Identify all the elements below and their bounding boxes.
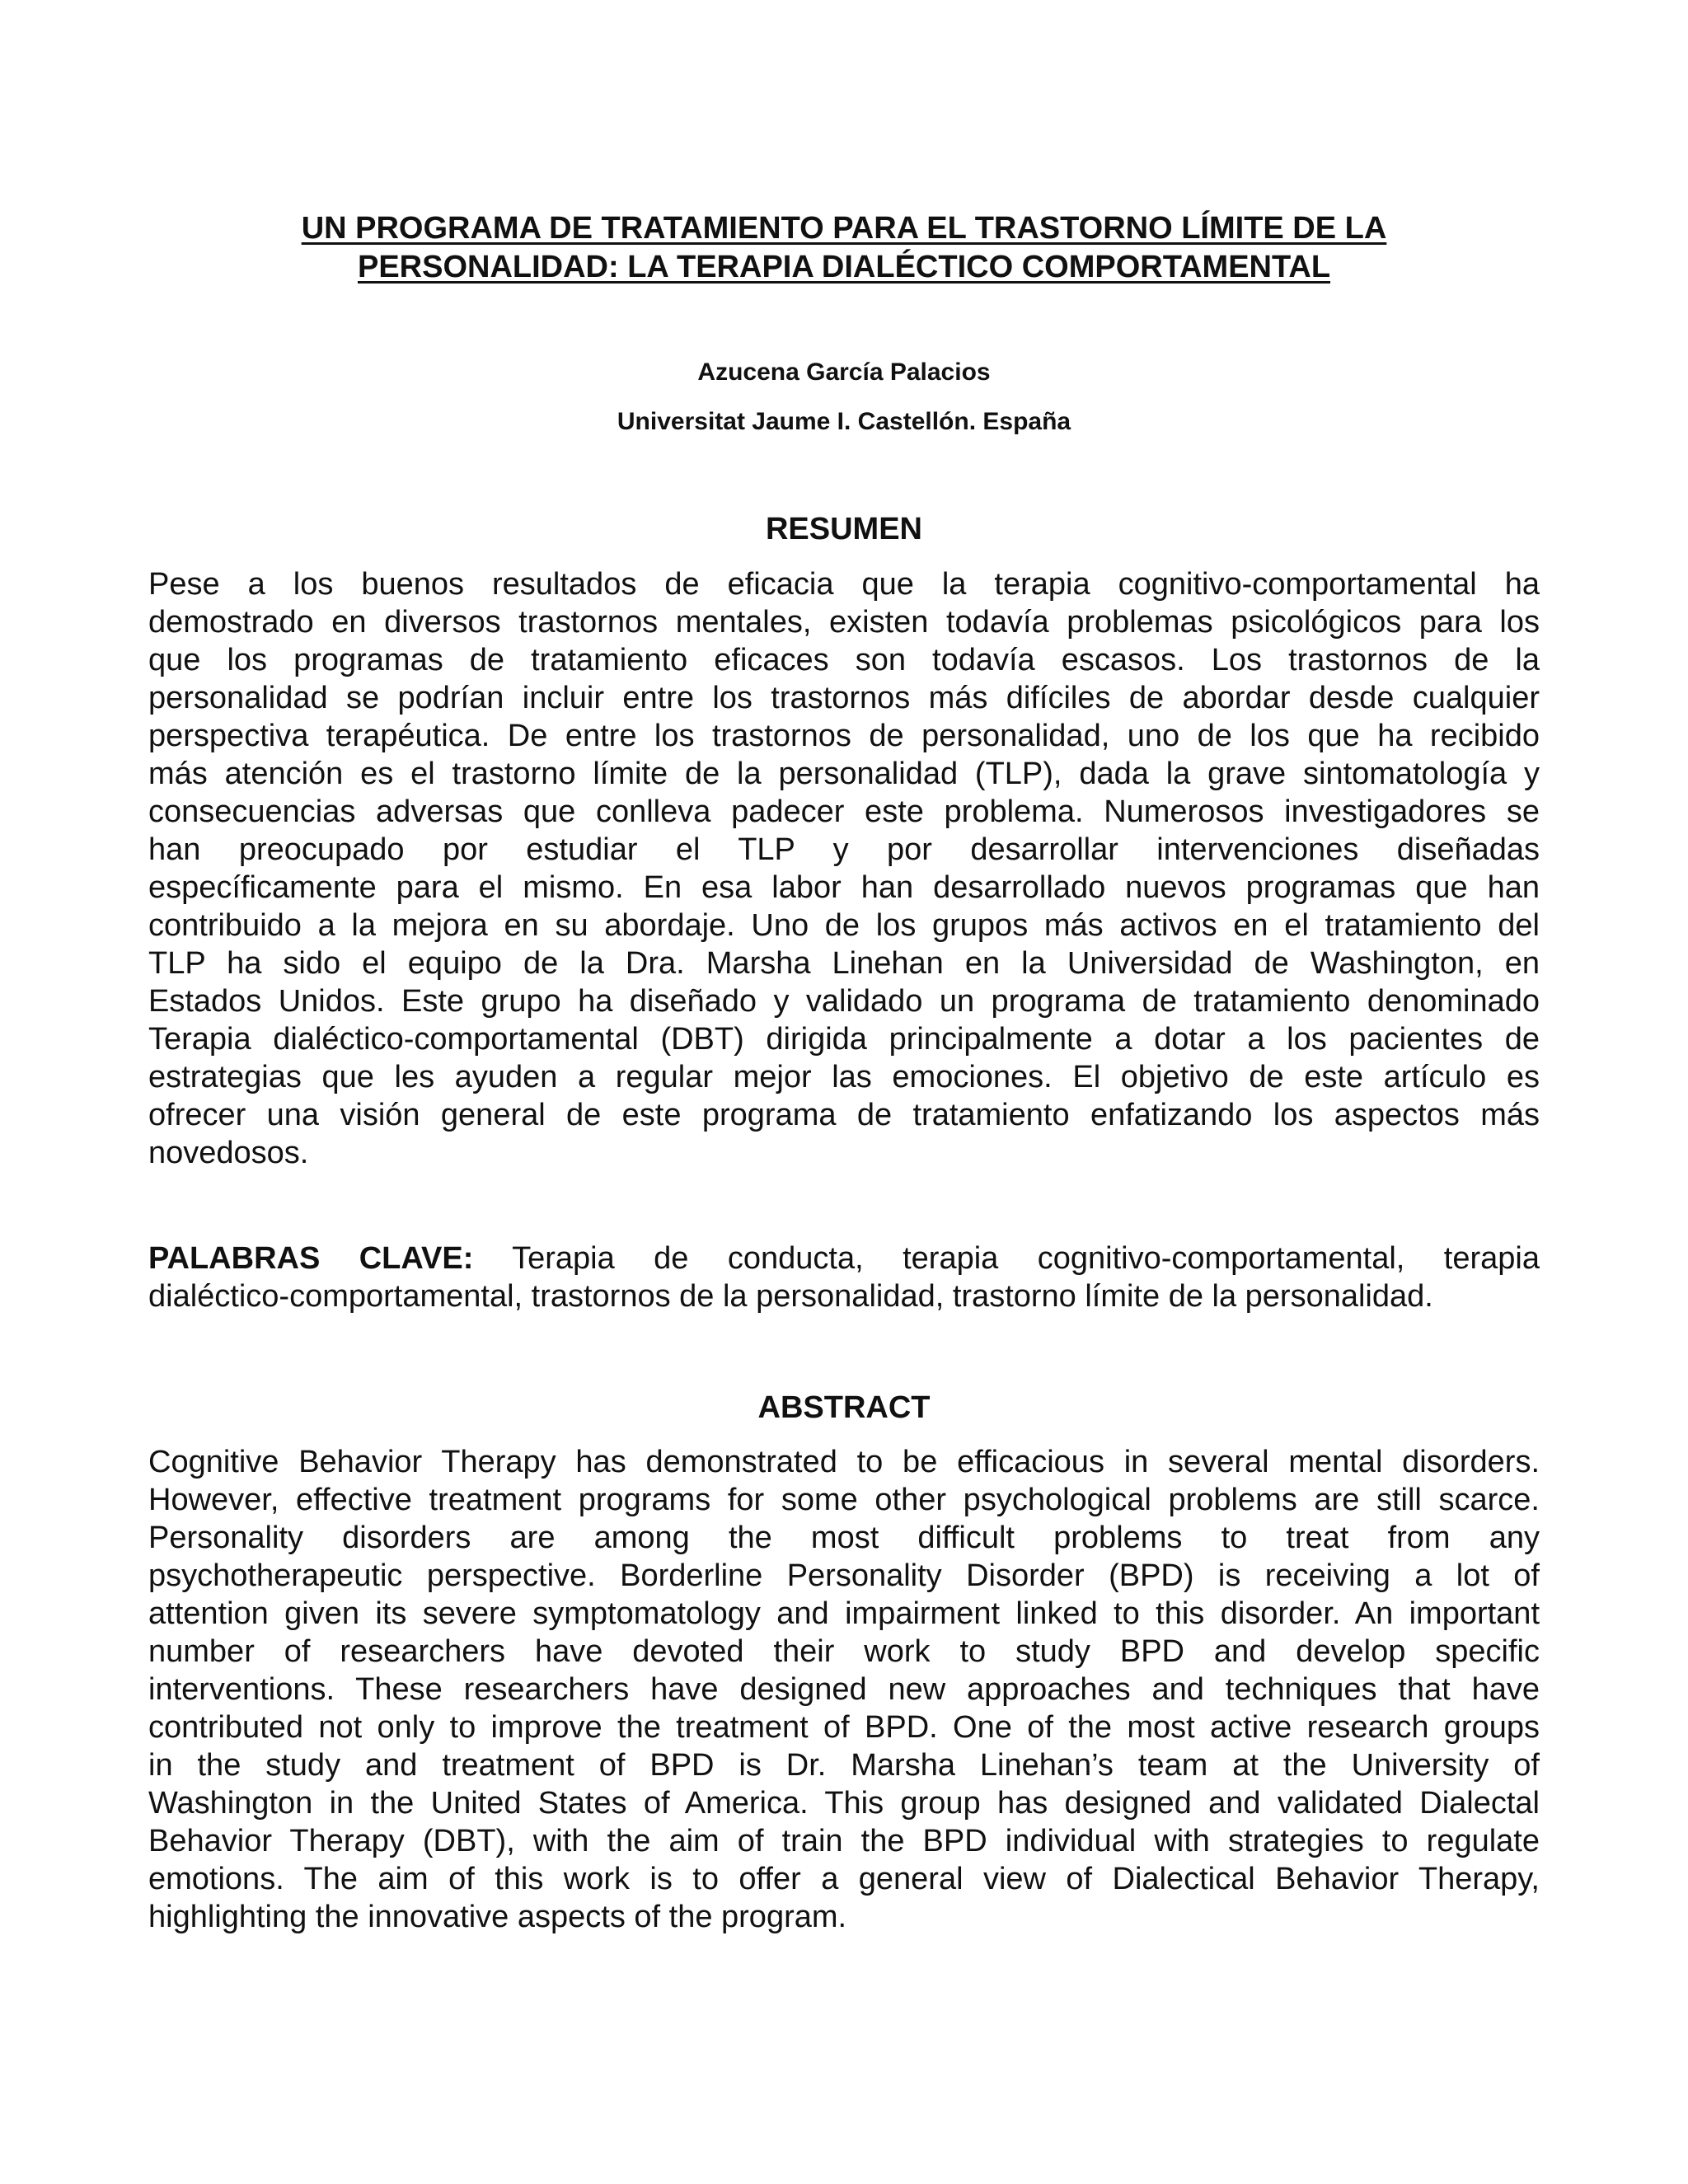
keywords-text: Terapia de conducta, terapia cognitivo-comportamental, terapia — [512, 1241, 1540, 1276]
keywords-line-2: dialéctico-comportamental, trastornos de la personalidad, trastorno límite de la personalidad. — [148, 1279, 1433, 1314]
resumen-line: específicamente para el mismo. En esa labor han desarrollado nuevos programas que han — [148, 870, 1540, 905]
resumen-line: Terapia dialéctico-comportamental (DBT) dirigida principalmente a dotar a los pacientes de — [148, 1022, 1540, 1057]
abstract-line: highlighting the innovative aspects of the program. — [148, 1900, 847, 1934]
abstract-line: Cognitive Behavior Therapy has demonstrated to be efficacious in several mental disorders. — [148, 1445, 1540, 1479]
abstract-line: Behavior Therapy (DBT), with the aim of train the BPD individual with strategies to regulate — [148, 1824, 1540, 1858]
resumen-line: novedosos. — [148, 1136, 309, 1170]
abstract-heading: ABSTRACT — [757, 1390, 931, 1425]
author-name: Azucena García Palacios — [697, 359, 991, 386]
resumen-line: ofrecer una visión general de este programa de tratamiento enfatizando los aspectos más — [148, 1098, 1540, 1132]
resumen-line: que los programas de tratamiento eficaces son todavía escasos. Los trastornos de la — [148, 643, 1540, 677]
abstract-line: emotions. The aim of this work is to offer a general view of Dialectical Behavior Therapy, — [148, 1862, 1540, 1896]
resumen-line: Pese a los buenos resultados de eficacia que la terapia cognitivo-comportamental ha — [148, 567, 1540, 602]
abstract-line: Personality disorders are among the most difficult problems to treat from any — [148, 1521, 1540, 1555]
resumen-line: contribuido a la mejora en su abordaje. Uno de los grupos más activos en el tratamiento del — [148, 908, 1540, 943]
title-line-1: UN PROGRAMA DE TRATAMIENTO PARA EL TRASTORNO LÍMITE DE LA — [301, 211, 1387, 246]
abstract-line: interventions. These researchers have designed new approaches and techniques that have — [148, 1672, 1540, 1707]
resumen-line: han preocupado por estudiar el TLP y por desarrollar intervenciones diseñadas — [148, 832, 1540, 867]
abstract-line: in the study and treatment of BPD is Dr. Marsha Linehan’s team at the University of — [148, 1748, 1540, 1783]
resumen-paragraph — [148, 565, 1540, 1172]
abstract-line: attention given its severe symptomatology and impairment linked to this disorder. An important — [148, 1596, 1540, 1631]
keywords-line-1 — [148, 1240, 1540, 1277]
abstract-paragraph — [148, 1443, 1540, 1936]
keywords-label: PALABRAS CLAVE: — [148, 1241, 474, 1276]
abstract-line: Washington in the United States of America. This group has designed and validated Dialectal — [148, 1786, 1540, 1821]
resumen-heading: RESUMEN — [765, 512, 923, 546]
keywords-paragraph — [148, 1240, 1540, 1315]
author-affiliation: Universitat Jaume I. Castellón. España — [617, 408, 1071, 435]
resumen-line: Estados Unidos. Este grupo ha diseñado y validado un programa de tratamiento denominado — [148, 984, 1540, 1019]
resumen-line: más atención es el trastorno límite de la personalidad (TLP), dada la grave sintomatología y — [148, 757, 1540, 791]
resumen-line: TLP ha sido el equipo de la Dra. Marsha Linehan en la Universidad de Washington, en — [148, 946, 1540, 981]
abstract-line: contributed not only to improve the treatment of BPD. One of the most active research groups — [148, 1710, 1540, 1745]
resumen-line: personalidad se podrían incluir entre los trastornos más difíciles de abordar desde cualquier — [148, 681, 1540, 715]
resumen-line: consecuencias adversas que conlleva padecer este problema. Numerosos investigadores se — [148, 794, 1540, 829]
resumen-line: demostrado en diversos trastornos mentales, existen todavía problemas psicológicos para los — [148, 605, 1540, 640]
abstract-line: psychotherapeutic perspective. Borderline Personality Disorder (BPD) is receiving a lot of — [148, 1558, 1540, 1593]
title-line-2: PERSONALIDAD: LA TERAPIA DIALÉCTICO COMPORTAMENTAL — [357, 250, 1331, 284]
resumen-line: perspectiva terapéutica. De entre los trastornos de personalidad, uno de los que ha recibido — [148, 719, 1540, 753]
abstract-line: However, effective treatment programs for some other psychological problems are still scarce. — [148, 1483, 1540, 1517]
abstract-line: number of researchers have devoted their work to study BPD and develop specific — [148, 1634, 1540, 1669]
paper-title — [148, 209, 1540, 287]
resumen-line: estrategias que les ayuden a regular mejor las emociones. El objetivo de este artículo es — [148, 1060, 1540, 1094]
